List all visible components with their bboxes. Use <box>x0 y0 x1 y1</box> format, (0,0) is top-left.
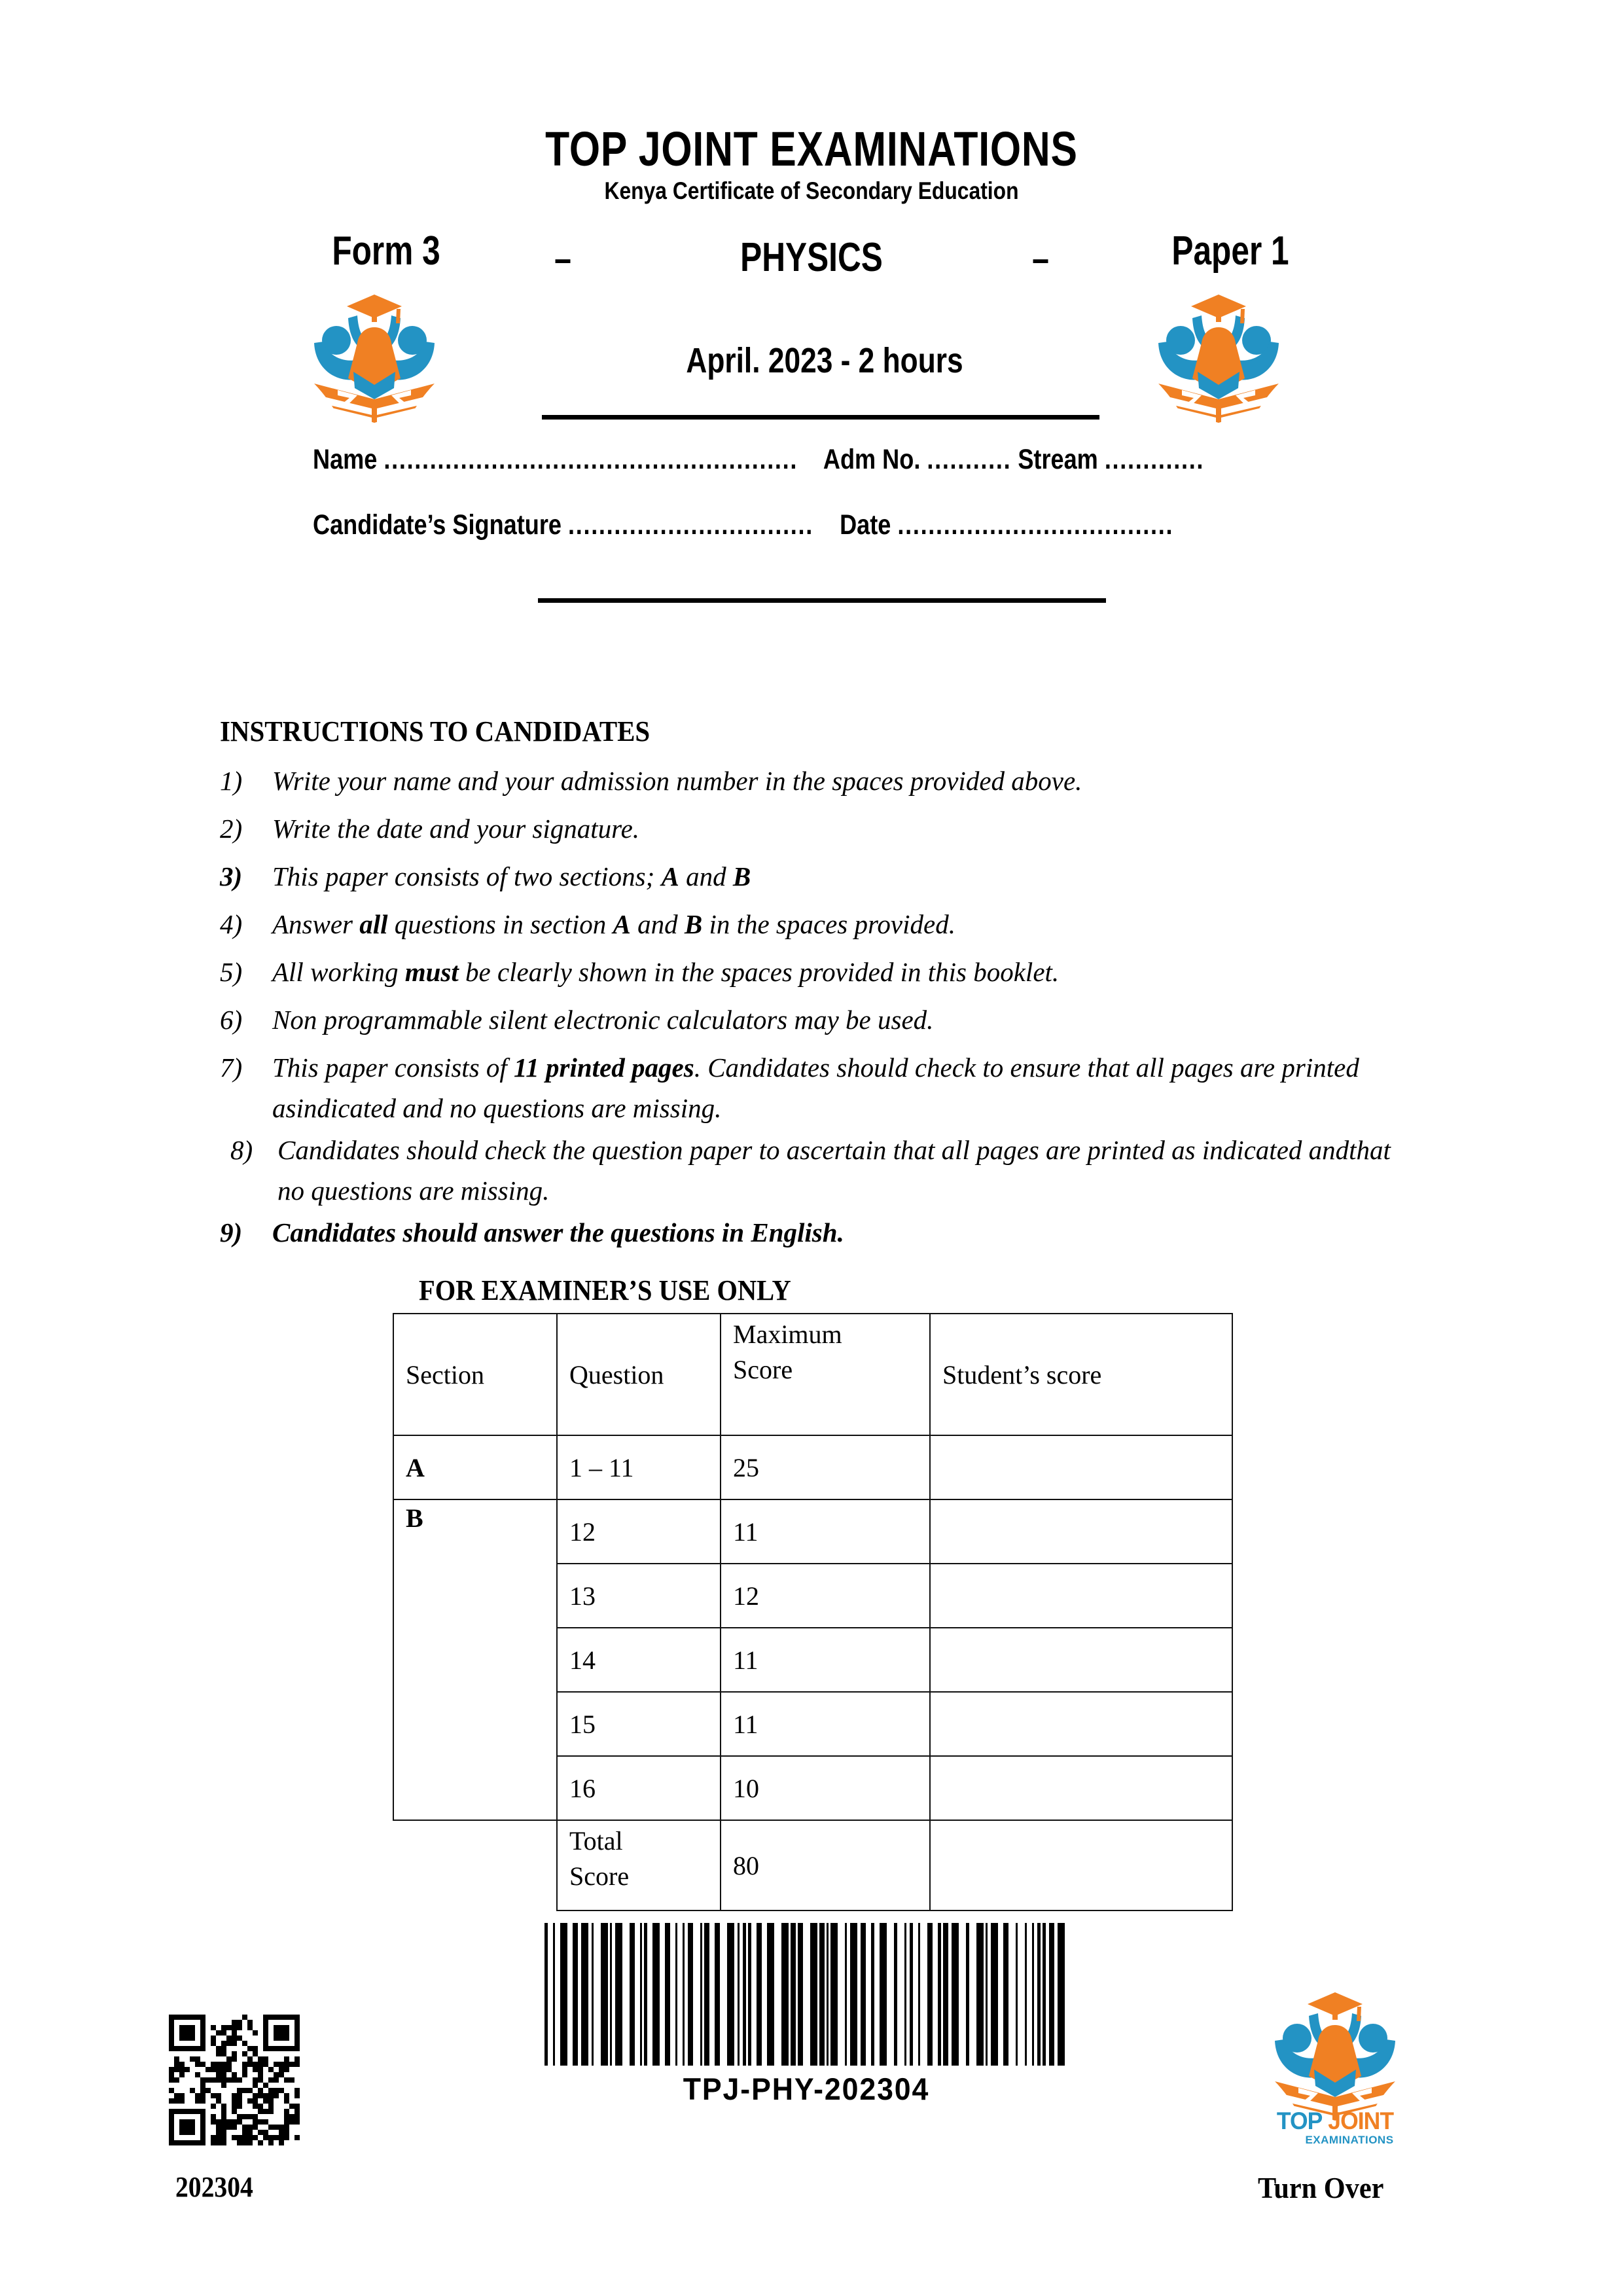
cell-empty <box>393 1820 557 1910</box>
total-line1: Total <box>569 1826 623 1856</box>
max-score-line2: Score <box>733 1355 793 1384</box>
cell-section-b: B <box>393 1499 557 1820</box>
paper-code: 202304 <box>175 2171 253 2203</box>
instruction-text: This paper consists of 11 printed pages. Candidates should check to ensure that all pages are printed asindicated and no questions are missing. <box>272 1052 1359 1123</box>
cell-max-score: 12 <box>721 1564 930 1628</box>
cell-max-score: 10 <box>721 1756 930 1820</box>
adm-no-label: Adm No. <box>823 444 921 475</box>
cell-question: 14 <box>557 1628 721 1692</box>
cell-question: 15 <box>557 1692 721 1756</box>
turn-over-label: Turn Over <box>1258 2171 1384 2204</box>
date-input[interactable]: .................................... <box>897 509 1174 541</box>
table-row <box>393 1499 1232 1564</box>
qr-code-image <box>169 2015 300 2145</box>
cell-max-score: 25 <box>721 1435 930 1499</box>
candidate-signature-line <box>313 509 1173 541</box>
paper-label: Paper 1 <box>1171 228 1289 274</box>
instruction-text: Candidates should answer the questions in English. <box>272 1217 844 1247</box>
instruction-item <box>220 999 1411 1040</box>
exam-subtitle: Kenya Certificate of Secondary Education <box>604 177 1019 205</box>
column-header-section: Section <box>393 1314 557 1435</box>
barcode-block <box>544 1923 1068 2107</box>
column-header-question: Question <box>557 1314 721 1435</box>
instruction-number: 8) <box>230 1135 253 1165</box>
cell-student-score[interactable] <box>930 1692 1232 1756</box>
logo-text-top: TOP <box>1276 2108 1323 2134</box>
graduation-logo-icon <box>309 280 437 431</box>
instruction-number: 2) <box>220 814 243 844</box>
instruction-item <box>220 952 1411 992</box>
adm-no-input[interactable]: ........... <box>927 444 1012 475</box>
form-label: Form 3 <box>332 228 440 274</box>
instruction-item <box>220 904 1411 944</box>
instruction-text: Write the date and your signature. <box>272 814 640 844</box>
cell-question: 12 <box>557 1499 721 1564</box>
table-total-row <box>393 1820 1232 1910</box>
signature-input[interactable]: ................................ <box>568 509 813 541</box>
name-input[interactable]: ...................................................... <box>383 444 798 475</box>
instruction-number: 6) <box>220 1005 243 1035</box>
examiner-score-table <box>393 1313 1233 1911</box>
stream-input[interactable]: ............. <box>1104 444 1205 475</box>
cell-section-a: A <box>393 1435 557 1499</box>
table-header-row <box>393 1314 1232 1435</box>
exam-title: TOP JOINT EXAMINATIONS <box>545 122 1078 176</box>
logo-wordmark <box>1264 2109 1406 2145</box>
examiner-use-heading: FOR EXAMINER’S USE ONLY <box>419 1274 791 1306</box>
cell-student-score[interactable] <box>930 1499 1232 1564</box>
cell-student-score[interactable] <box>930 1564 1232 1628</box>
column-header-student-score: Student’s score <box>930 1314 1232 1435</box>
graduation-logo-icon <box>1153 280 1281 431</box>
instruction-text: All working must be clearly shown in the spaces provided in this booklet. <box>272 957 1060 987</box>
signature-label: Candidate’s Signature <box>313 509 562 541</box>
table-row <box>393 1435 1232 1499</box>
instruction-text: Write your name and your admission number in the spaces provided above. <box>272 766 1082 796</box>
date-label: Date <box>840 509 891 541</box>
cell-total-student-score[interactable] <box>930 1820 1232 1910</box>
cell-max-score: 11 <box>721 1692 930 1756</box>
instruction-item <box>220 1047 1411 1128</box>
instruction-number: 7) <box>220 1052 243 1083</box>
instruction-text: This paper consists of two sections; A and B <box>272 861 751 891</box>
candidate-identity-line <box>313 444 1204 476</box>
instruction-text: Candidates should check the question paper to ascertain that all pages are printed as indicated andthat no questions are missing. <box>277 1135 1391 1206</box>
subject-label: PHYSICS <box>740 235 883 280</box>
instructions-list <box>220 761 1411 1260</box>
name-label: Name <box>313 444 378 475</box>
cell-student-score[interactable] <box>930 1628 1232 1692</box>
instruction-number: 3) <box>220 861 243 891</box>
cell-student-score[interactable] <box>930 1756 1232 1820</box>
qr-code[interactable] <box>169 2015 300 2145</box>
dash-right: – <box>1032 238 1049 280</box>
cell-question: 13 <box>557 1564 721 1628</box>
cell-student-score[interactable] <box>930 1435 1232 1499</box>
instructions-heading: INSTRUCTIONS TO CANDIDATES <box>220 715 651 747</box>
barcode-label: TPJ-PHY-202304 <box>683 2072 930 2106</box>
total-line2: Score <box>569 1861 630 1891</box>
header-rule-top <box>542 415 1099 420</box>
instruction-text: Non programmable silent electronic calculators may be used. <box>272 1005 934 1035</box>
column-header-maximum-score <box>721 1314 930 1435</box>
logo-text-examinations: EXAMINATIONS <box>1305 2134 1394 2146</box>
exam-date-duration: April. 2023 - 2 hours <box>686 341 963 380</box>
cell-max-score: 11 <box>721 1628 930 1692</box>
instruction-number: 4) <box>220 909 243 939</box>
instruction-number: 5) <box>220 957 243 987</box>
barcode-image <box>544 1923 1068 2066</box>
instruction-item <box>230 1130 1411 1211</box>
cell-total-max: 80 <box>721 1820 930 1910</box>
exam-header <box>0 124 1623 205</box>
dash-left: – <box>554 238 571 280</box>
instruction-item <box>220 1212 1411 1253</box>
cell-question: 16 <box>557 1756 721 1820</box>
cell-total-label <box>557 1820 721 1910</box>
cell-question: 1 – 11 <box>557 1435 721 1499</box>
instruction-item <box>220 808 1411 849</box>
instruction-number: 9) <box>220 1217 243 1247</box>
instruction-item <box>220 856 1411 897</box>
max-score-line1: Maximum <box>733 1319 842 1349</box>
instruction-text: Answer all questions in section A and B in the spaces provided. <box>272 909 955 939</box>
logo-text-joint: JOINT <box>1328 2108 1394 2134</box>
cell-max-score: 11 <box>721 1499 930 1564</box>
instruction-number: 1) <box>220 766 243 796</box>
stream-label: Stream <box>1018 444 1098 475</box>
instruction-item <box>220 761 1411 801</box>
paper-title-row <box>0 223 1623 295</box>
header-rule-bottom <box>538 598 1106 603</box>
